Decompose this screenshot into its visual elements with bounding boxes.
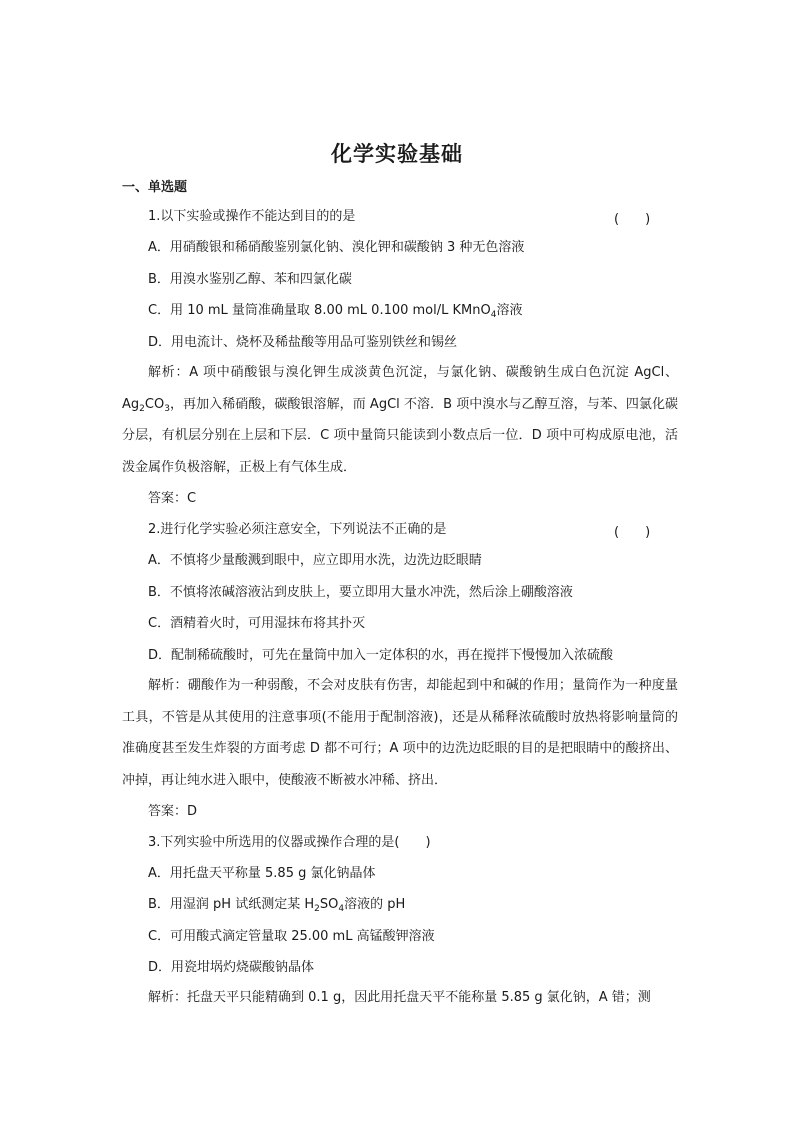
question-2-option-c: C．酒精着火时，可用湿抹布将其扑灭 bbox=[148, 616, 366, 631]
question-1-answer-bracket: ( ) bbox=[614, 212, 651, 227]
question-1-analysis: 解析：A 项中硝酸银与溴化钾生成淡黄色沉淀，与氯化钠、碳酸钠生成白色沉淀 AgCl、$Ag_2CO_3$，再加入稀硝酸，碳酸银溶解，而 AgCl 不溶．B 项中溴水与乙醇互溶，与苯、四氯化碳分层，有机层分别在上层和下层．C 项中量筒只能读到小数点后一位．D 项中可构成原电池，活泼金属作负极溶解，正极上有气体生成． bbox=[122, 365, 678, 475]
question-2-stem: 2.进行化学实验必须注意安全，下列说法不正确的是 bbox=[148, 522, 447, 537]
question-2-answer: 答案：D bbox=[148, 804, 198, 819]
question-1-answer: 答案：C bbox=[148, 491, 197, 506]
page-title: 化学实验基础 bbox=[331, 142, 463, 166]
question-2-option-d: D．配制稀硫酸时，可先在量筒中加入一定体积的水，再在搅拌下慢慢加入浓硫酸 bbox=[148, 648, 614, 663]
question-1-option-a: A．用硝酸银和稀硝酸鉴别氯化钠、溴化钾和碳酸钠 3 种无色溶液 bbox=[148, 240, 525, 255]
section-heading: 一、单选题 bbox=[122, 180, 188, 195]
question-2-answer-bracket: ( ) bbox=[614, 525, 651, 540]
question-1-stem: 1.以下实验或操作不能达到目的的是 bbox=[148, 209, 356, 224]
question-3-option-b: B．用湿润 pH 试纸测定某 $H_2SO_4$溶液的 pH bbox=[148, 897, 406, 914]
question-1-option-c: C．用 10 mL 量筒准确量取 8.00 mL 0.100 mol/L KMnO$_4$溶液 bbox=[148, 303, 523, 320]
question-3-stem: 3.下列实验中所选用的仪器或操作合理的是( ) bbox=[148, 835, 431, 850]
question-3-option-a: A．用托盘天平称量 5.85 g 氯化钠晶体 bbox=[148, 866, 376, 881]
question-3-analysis: 解析：托盘天平只能精确到 0.1 g，因此用托盘天平不能称量 5.85 g 氯化钠，A 错；测 bbox=[148, 990, 651, 1005]
question-2-analysis: 解析：硼酸作为一种弱酸，不会对皮肤有伤害，却能起到中和碱的作用；量筒作为一种度量工具，不管是从其使用的注意事项(不能用于配制溶液)，还是从稀释浓硫酸时放热将影响量筒的准确度甚至发生炸裂的方面考虑 D 都不可行；A 项中的边洗边眨眼的目的是把眼睛中的酸挤出、冲掉，再让纯水进入眼中，使酸液不断被水冲稀、挤出． bbox=[122, 678, 678, 788]
question-2-option-b: B．不慎将浓碱溶液沾到皮肤上，要立即用大量水冲洗，然后涂上硼酸溶液 bbox=[148, 585, 573, 600]
question-2-option-a: A．不慎将少量酸溅到眼中，应立即用水洗，边洗边眨眼睛 bbox=[148, 553, 482, 568]
question-3-option-d: D．用瓷坩埚灼烧碳酸钠晶体 bbox=[148, 960, 315, 975]
question-1-option-b: B．用溴水鉴别乙醇、苯和四氯化碳 bbox=[148, 272, 352, 287]
question-1-option-d: D．用电流计、烧杯及稀盐酸等用品可鉴别铁丝和锡丝 bbox=[148, 335, 458, 350]
question-3-option-c: C．可用酸式滴定管量取 25.00 mL 高锰酸钾溶液 bbox=[148, 929, 435, 944]
